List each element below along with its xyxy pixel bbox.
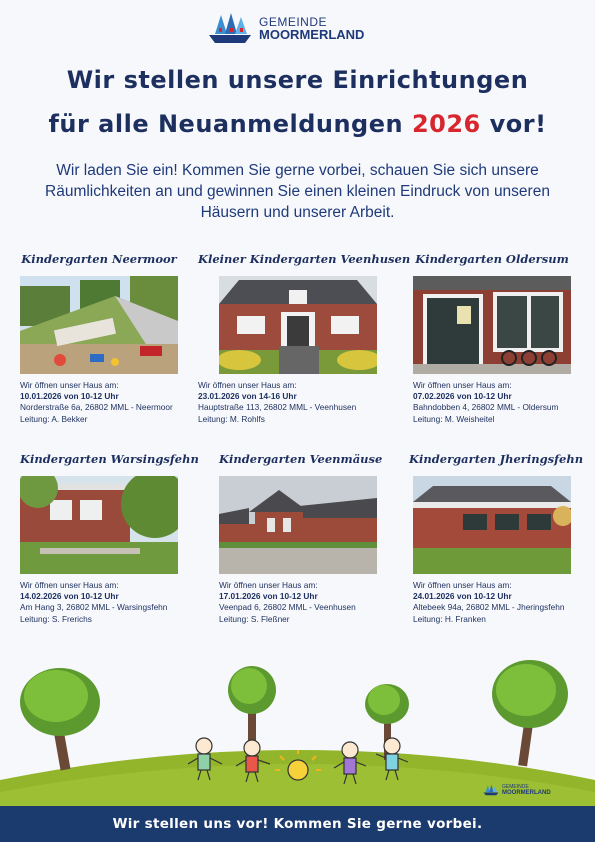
kita-photo-warsingsfehn: [20, 476, 178, 574]
kita-card-oldersum: [413, 252, 595, 425]
kita-photo-jheringsfehn: [413, 476, 571, 574]
ship-logo-icon: [205, 11, 255, 45]
kita-info: [413, 580, 595, 625]
headline-line-2: [0, 110, 595, 138]
kita-card-jheringsfehn: [409, 452, 595, 625]
kita-leader: Leitung: S. Frerichs: [20, 613, 92, 624]
kita-address: Hauptstraße 113, 26802 MML - Veenhusen: [198, 402, 357, 413]
kita-address: Bahndobben 4, 26802 MML - Oldersum: [413, 402, 559, 413]
open-date: 14.02.2026 von 10-12 Uhr: [20, 591, 119, 602]
kita-info: [20, 580, 220, 625]
kita-title: Kindergarten Neermoor: [21, 252, 177, 266]
kita-leader: Leitung: M. Rohlfs: [198, 413, 265, 424]
kita-address: Norderstraße 6a, 26802 MML - Neermoor: [20, 402, 173, 413]
kita-title: Kindergarten Veenmäuse: [219, 452, 383, 466]
kita-leader: Leitung: S. Fleßner: [219, 613, 290, 624]
kita-photo-veenmaeuse: [219, 476, 377, 574]
kita-card-veenhusen: [198, 252, 411, 425]
ship-logo-icon: [482, 784, 500, 796]
kita-card-warsingsfehn: [20, 452, 220, 625]
kita-card-neermoor: [20, 252, 220, 425]
kita-address: Veenpad 6, 26802 MML - Veenhusen: [219, 602, 356, 613]
open-date: 24.01.2026 von 10-12 Uhr: [413, 591, 512, 602]
footer-logo-line-1: GEMEINDE: [502, 783, 529, 790]
gemeinde-logo: [205, 10, 395, 46]
footer-banner: Wir stellen uns vor! Kommen Sie gerne vorbei.: [0, 806, 595, 842]
kita-photo-neermoor: [20, 276, 178, 374]
open-label: Wir öffnen unser Haus am:: [219, 580, 318, 590]
kita-photo-veenhusen: [219, 276, 377, 374]
kita-title: Kindergarten Jheringsfehn: [409, 452, 584, 466]
kita-address: Am Hang 3, 26802 MML - Warsingsfehn: [20, 602, 168, 613]
kita-photo-oldersum: [413, 276, 571, 374]
kita-leader: Leitung: A. Bekker: [20, 413, 88, 424]
footer-logo: [482, 784, 551, 796]
headline-line-2-post: vor!: [480, 110, 547, 138]
kita-title: Kindergarten Oldersum: [415, 252, 569, 266]
headline-line-2-pre: für alle Neuanmeldungen: [48, 110, 412, 138]
open-label: Wir öffnen unser Haus am:: [413, 580, 512, 590]
open-date: 23.01.2026 von 14-16 Uhr: [198, 391, 297, 402]
kita-info: [20, 380, 220, 425]
open-label: Wir öffnen unser Haus am:: [198, 380, 297, 390]
kita-leader: Leitung: M. Weisheitel: [413, 413, 495, 424]
intro-text: Wir laden Sie ein! Kommen Sie gerne vorbei, schauen Sie sich unsere Räumlichkeiten an und gewinnen Sie einen kleinen Eindruck von unseren Häusern und unserer Arbeit.: [45, 162, 550, 221]
logo-line-1: GEMEINDE: [259, 14, 328, 29]
logo-line-2: MOORMERLAND: [259, 26, 365, 42]
kita-card-veenmaeuse: [219, 452, 419, 625]
open-label: Wir öffnen unser Haus am:: [20, 380, 119, 390]
headline-year: 2026: [411, 110, 481, 138]
kita-info: [198, 380, 398, 425]
open-label: Wir öffnen unser Haus am:: [20, 580, 119, 590]
kita-title: Kleiner Kindergarten Veenhusen: [198, 252, 411, 266]
open-label: Wir öffnen unser Haus am:: [413, 380, 512, 390]
headline-line-1: Wir stellen unsere Einrichtungen: [66, 66, 529, 94]
open-date: 10.01.2026 von 10-12 Uhr: [20, 391, 119, 402]
kita-address: Altebeek 94a, 26802 MML - Jheringsfehn: [413, 602, 565, 613]
kita-leader: Leitung: H. Franken: [413, 613, 486, 624]
kita-title: Kindergarten Warsingsfehn: [20, 452, 199, 466]
kita-info: [219, 580, 419, 625]
open-date: 17.01.2026 von 10-12 Uhr: [219, 591, 318, 602]
kita-info: [413, 380, 595, 425]
footer-logo-line-2: MOORMERLAND: [502, 789, 551, 796]
open-date: 07.02.2026 von 10-12 Uhr: [413, 391, 512, 402]
